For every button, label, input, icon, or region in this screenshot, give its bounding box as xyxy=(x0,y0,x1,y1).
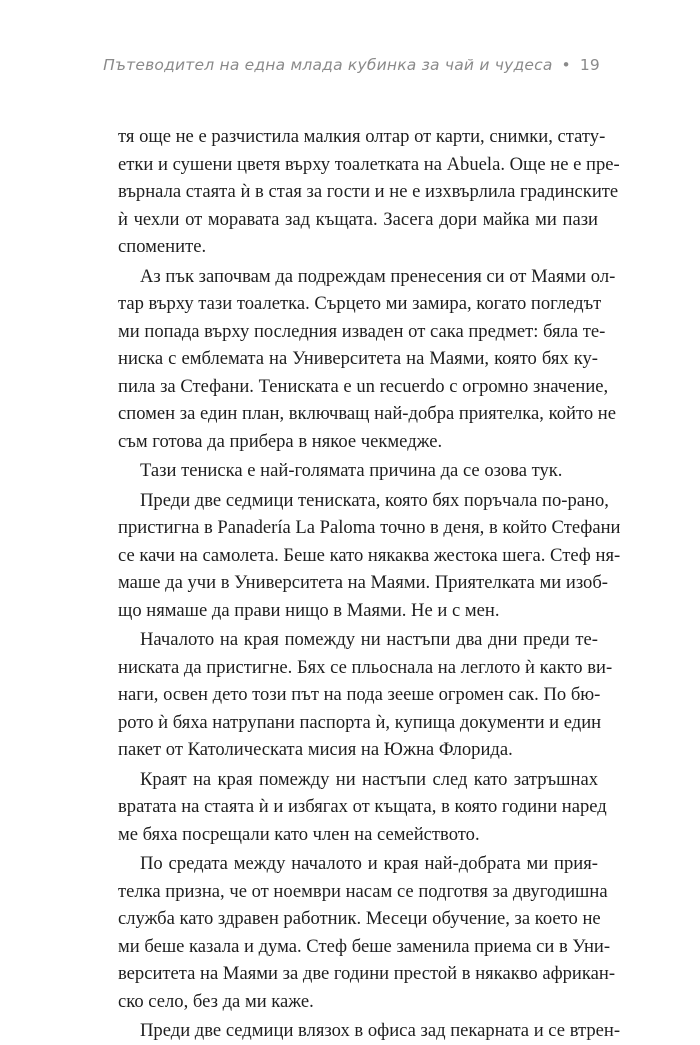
paragraph xyxy=(118,766,607,849)
text-line: се качи на самолета. Беше като някаква жестока шега. Стеф ня- xyxy=(118,544,621,566)
paragraph xyxy=(118,263,616,456)
body-text xyxy=(118,123,621,1045)
text-line: пристигна в Panadería La Paloma точно в деня, в който Стефани xyxy=(118,517,621,538)
paragraph xyxy=(118,1017,621,1045)
text-line: вратата на стаята ѝ и избягах от къщата, в която години наред xyxy=(118,796,607,817)
text-line: верситета на Маями за две години престой в някакво африкан- xyxy=(118,963,616,984)
page-number: 19 xyxy=(579,56,600,74)
text-line: рото ѝ бяха натрупани паспорта ѝ, купища документи и един xyxy=(118,711,602,733)
paragraph xyxy=(118,457,598,485)
text-line: Началото на края помежду ни настъпи два дни преди те- xyxy=(140,629,598,650)
text-line: По средата между началото и края най-добрата ми прия- xyxy=(140,853,598,874)
text-line: ско село, без да ми каже. xyxy=(118,990,314,1012)
text-line: върнала стаята ѝ в стая за гости и не е изхвърлила градинските xyxy=(118,181,619,202)
text-line: маше да учи в Университета на Маями. Приятелката ми изоб- xyxy=(118,572,609,593)
text-line: Преди две седмици тениската, която бях поръчала по-рано, xyxy=(140,489,609,511)
paragraph xyxy=(118,850,616,1015)
text-line: що нямаше да прави нищо в Маями. Не и с мен. xyxy=(118,599,500,621)
text-line: ми попада върху последния изваден от сака предмет: бяла те- xyxy=(118,320,606,342)
text-line: Тази тениска е най-голямата причина да се озова тук. xyxy=(140,460,563,481)
text-line: съм готова да прибера в някое чекмедже. xyxy=(118,430,443,452)
book-title: Пътеводител на една млада кубинка за чай и чудеса xyxy=(103,56,553,74)
text-line: пакет от Католическата мисия на Южна Флорида. xyxy=(118,739,513,760)
text-line: телка призна, че от ноември насам се подготвя за двугодишна xyxy=(118,880,608,902)
text-line: спомен за един план, включващ най-добра приятелка, който не xyxy=(118,403,616,424)
text-line: тар върху тази тоалетка. Сърцето ми замира, когато погледът xyxy=(118,293,602,314)
text-line: ми беше казала и дума. Стеф беше заменила приема си в Уни- xyxy=(118,935,611,957)
paragraph xyxy=(118,123,620,261)
text-line: Преди две седмици влязох в офиса зад пекарната и се втрен- xyxy=(140,1020,621,1041)
text-line: ме бяха посрещали като член на семейството. xyxy=(118,823,480,845)
text-line: ниската да пристигне. Бях се пльоснала на леглото ѝ както ви- xyxy=(118,656,613,678)
text-line: етки и сушени цветя върху тоалетката на Abuela. Още не е пре- xyxy=(118,153,620,175)
paragraph xyxy=(118,626,613,764)
text-line: ѝ чехли от моравата зад къщата. Засега дори майка ми пази xyxy=(118,208,598,230)
text-line: Аз пък започвам да подреждам пренесения си от Маями ол- xyxy=(140,265,616,287)
text-line: Краят на края помежду ни настъпи след като затръшнах xyxy=(140,768,598,790)
running-header xyxy=(103,56,600,74)
paragraph xyxy=(118,487,621,625)
header-separator: • xyxy=(561,56,571,74)
text-line: тя още не е разчистила малкия олтар от карти, снимки, стату- xyxy=(118,126,606,147)
text-line: пила за Стефани. Тениската е un recuerdo с огромно значение, xyxy=(118,375,609,397)
text-line: служба като здравен работник. Месеци обучение, за което не xyxy=(118,908,601,929)
text-line: спомените. xyxy=(118,236,207,257)
text-line: наги, освен дето този път на пода зееше огромен сак. По бю- xyxy=(118,684,601,705)
text-line: ниска с емблемата на Университета на Маями, която бях ку- xyxy=(118,348,598,369)
